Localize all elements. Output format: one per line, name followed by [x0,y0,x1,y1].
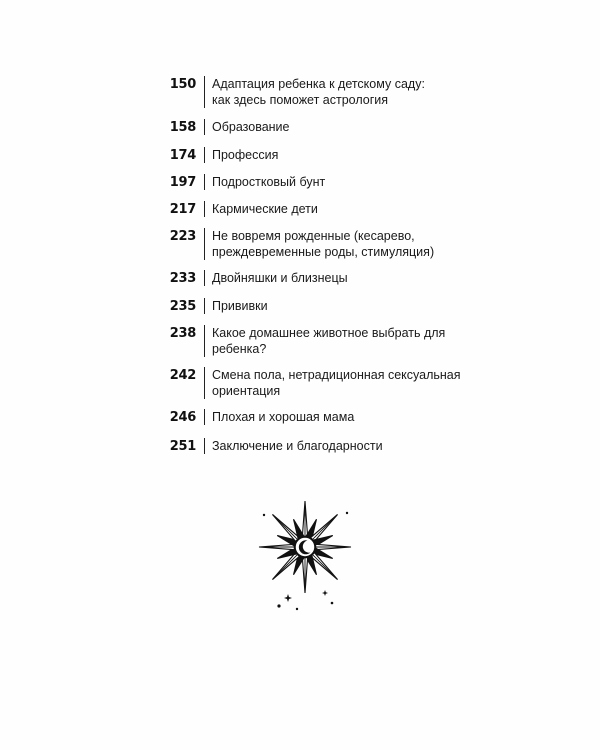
sparkle-icon [322,590,328,596]
toc-entry[interactable] [160,298,490,315]
toc-title-line: Смена пола, нетрадиционная сексуальная [212,368,461,382]
star-dot [277,604,280,607]
toc-entry[interactable] [160,367,490,399]
toc-page-number: 246 [169,410,196,425]
toc-entry[interactable] [160,119,490,136]
toc-page-number: 235 [169,299,196,314]
toc-title [204,76,425,108]
toc-page-number: 233 [169,271,196,286]
star-dot [263,514,265,516]
toc-page-number: 217 [169,202,196,217]
toc-title-line: как здесь поможет астрология [212,93,389,107]
toc-title [204,119,289,135]
toc-page-number: 174 [169,148,196,163]
star-dot [346,512,348,514]
toc-page-number: 158 [169,120,196,135]
toc-title-line: Заключение и благодарности [212,439,383,453]
toc-page-number: 242 [169,368,196,383]
toc-entry[interactable] [160,201,490,218]
toc-title-line: Кармические дети [212,202,318,216]
toc-title [204,367,461,399]
toc-title [204,147,278,163]
sparkle-icon [284,594,292,602]
star-ray-midline [313,514,338,539]
toc-title-line: Плохая и хорошая мама [212,410,355,424]
toc-title-line: Адаптация ребенка к детскому саду: [212,77,425,91]
toc-title-line: Образование [212,120,290,134]
toc-page-number: 150 [169,77,196,92]
toc-title-line: Какое домашнее животное выбрать для [212,326,446,340]
toc-entry[interactable] [160,270,490,287]
star-ray-midline [272,514,297,539]
toc-entry[interactable] [160,228,490,260]
toc-title-line: Не вовремя рожденные (кесарево, [212,229,415,243]
toc-title-line: Подростковый бунт [212,175,326,189]
toc-title [204,298,268,314]
toc-entry[interactable] [160,147,490,164]
toc-page-number: 238 [169,326,196,341]
star-with-crescent-moon-icon [250,495,360,620]
toc-title-line: ориентация [212,384,281,398]
toc-page-number: 251 [169,439,196,454]
toc-title-line: Профессия [212,148,279,162]
star-ray-midline [313,555,338,580]
toc-title-line: Двойняшки и близнецы [212,271,348,285]
toc-title [204,438,383,454]
star-dot [331,602,334,605]
toc-title [204,201,318,217]
toc-entry[interactable] [160,76,490,108]
toc-title-line: Прививки [212,299,268,313]
toc-title [204,174,325,190]
toc-page-number: 223 [169,229,196,244]
toc-title [204,228,434,260]
toc-entry[interactable] [160,174,490,191]
star-ray-midline [272,555,297,580]
toc-title [204,270,348,286]
toc-entry[interactable] [160,325,490,357]
star-dot [296,608,298,610]
toc-title-line: ребенка? [212,342,267,356]
toc-entry[interactable] [160,409,490,426]
toc-title [204,409,354,425]
toc-title-line: преждевременные роды, стимуляция) [212,245,435,259]
toc-title [204,325,445,357]
toc-page-number: 197 [169,175,196,190]
toc-entry[interactable] [160,438,490,455]
